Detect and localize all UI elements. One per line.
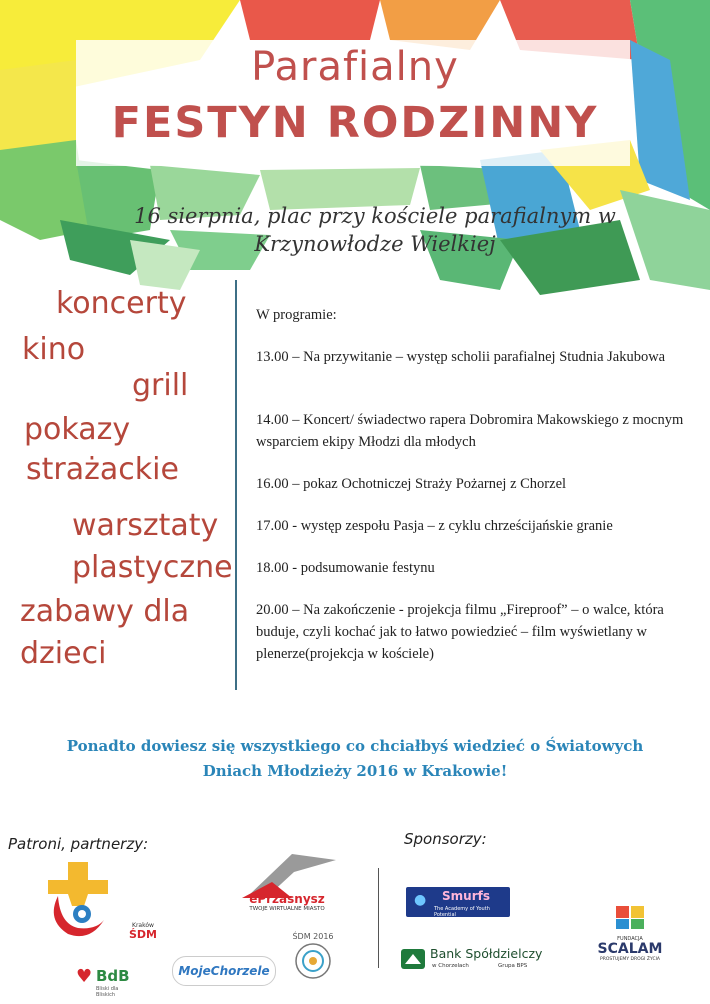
promo-line-1: Ponadto dowiesz się wszystkiego co chciałbyś wiedzieć o Światowych <box>66 737 644 755</box>
puzzle-heart-icon <box>612 902 648 934</box>
program-item-1400: 14.00 – Koncert/ świadectwo rapera Dobromira Makowskiego z mocnym wsparciem ekipy Młodzi dla młodych <box>256 412 684 450</box>
attraction-kids: dzieci <box>20 636 107 671</box>
attraction-games: zabawy dla <box>20 594 190 629</box>
title-line-2: FESTYN RODZINNY <box>111 98 599 148</box>
attraction-art: plastyczne <box>72 550 233 585</box>
sdm-2016-logo: ŚDM 2016 <box>290 932 336 985</box>
program-item-1800: 18.00 - podsumowanie festynu <box>256 560 435 576</box>
column-divider <box>235 280 237 690</box>
program-heading: W programie: <box>256 307 337 323</box>
attraction-concerts: koncerty <box>56 286 187 321</box>
attraction-cinema: kino <box>22 332 86 367</box>
attraction-firefighters: strażackie <box>26 452 179 487</box>
title-line-1: Parafialny <box>251 44 459 90</box>
program-item-1700: 17.00 - występ zespołu Pasja – z cyklu chrześcijańskie granie <box>256 518 613 534</box>
sdm-cross-logo <box>38 858 124 942</box>
bdb-logo: ♥ BdB Bliski dla Bliskich <box>76 966 130 998</box>
sdm-round-badge-icon <box>290 941 336 981</box>
attraction-workshops: warsztaty <box>72 508 219 543</box>
footer-divider <box>378 868 379 968</box>
smurf-icon: ● <box>414 892 427 908</box>
sdm-small-logo: Kraków ŚDM <box>129 922 157 941</box>
date-location-line-1: 16 sierpnia, plac przy kościele parafialnym w <box>134 204 616 228</box>
patrons-label: Patroni, partnerzy: <box>8 835 149 853</box>
moje-chorzele-logo: MojeChorzele <box>172 956 276 986</box>
heart-icon: ♥ <box>76 966 93 987</box>
attraction-shows: pokazy <box>24 412 131 447</box>
date-location-line-2: Krzynowłodze Wielkiej <box>254 232 496 256</box>
sponsors-label: Sponsorzy: <box>404 830 487 848</box>
bank-spoldzielczy-logo: Bank Spółdzielczy w Chorzelach Grupa BPS <box>400 946 534 976</box>
bank-icon <box>400 948 426 970</box>
attraction-grill: grill <box>132 368 189 403</box>
program-item-1300: 13.00 – Na przywitanie – występ scholii parafialnej Studnia Jakubowa <box>256 349 666 365</box>
eprzasnysz-logo: ePrzasnysz TWOJE WIRTUALNE MIASTO <box>232 852 342 920</box>
promo-line-2: Dniach Młodzieży 2016 w Krakowie! <box>202 762 508 780</box>
smurfs-logo: Smurfs The Academy of Youth Potential ● <box>406 887 510 917</box>
fundacja-scalam-logo: FUNDACJA SCALAM PROSTUJEMY DROGI ŻYCIA <box>584 902 676 972</box>
program-item-1600: 16.00 – pokaz Ochotniczej Straży Pożarnej z Chorzel <box>256 476 567 492</box>
program-item-2000: 20.00 – Na zakończenie - projekcja filmu „Fireproof” – o walce, która buduje, czyli kochać jak to łatwo powiedzieć – film wyświetlany w plenerze(projekcja w kościele) <box>256 602 664 662</box>
